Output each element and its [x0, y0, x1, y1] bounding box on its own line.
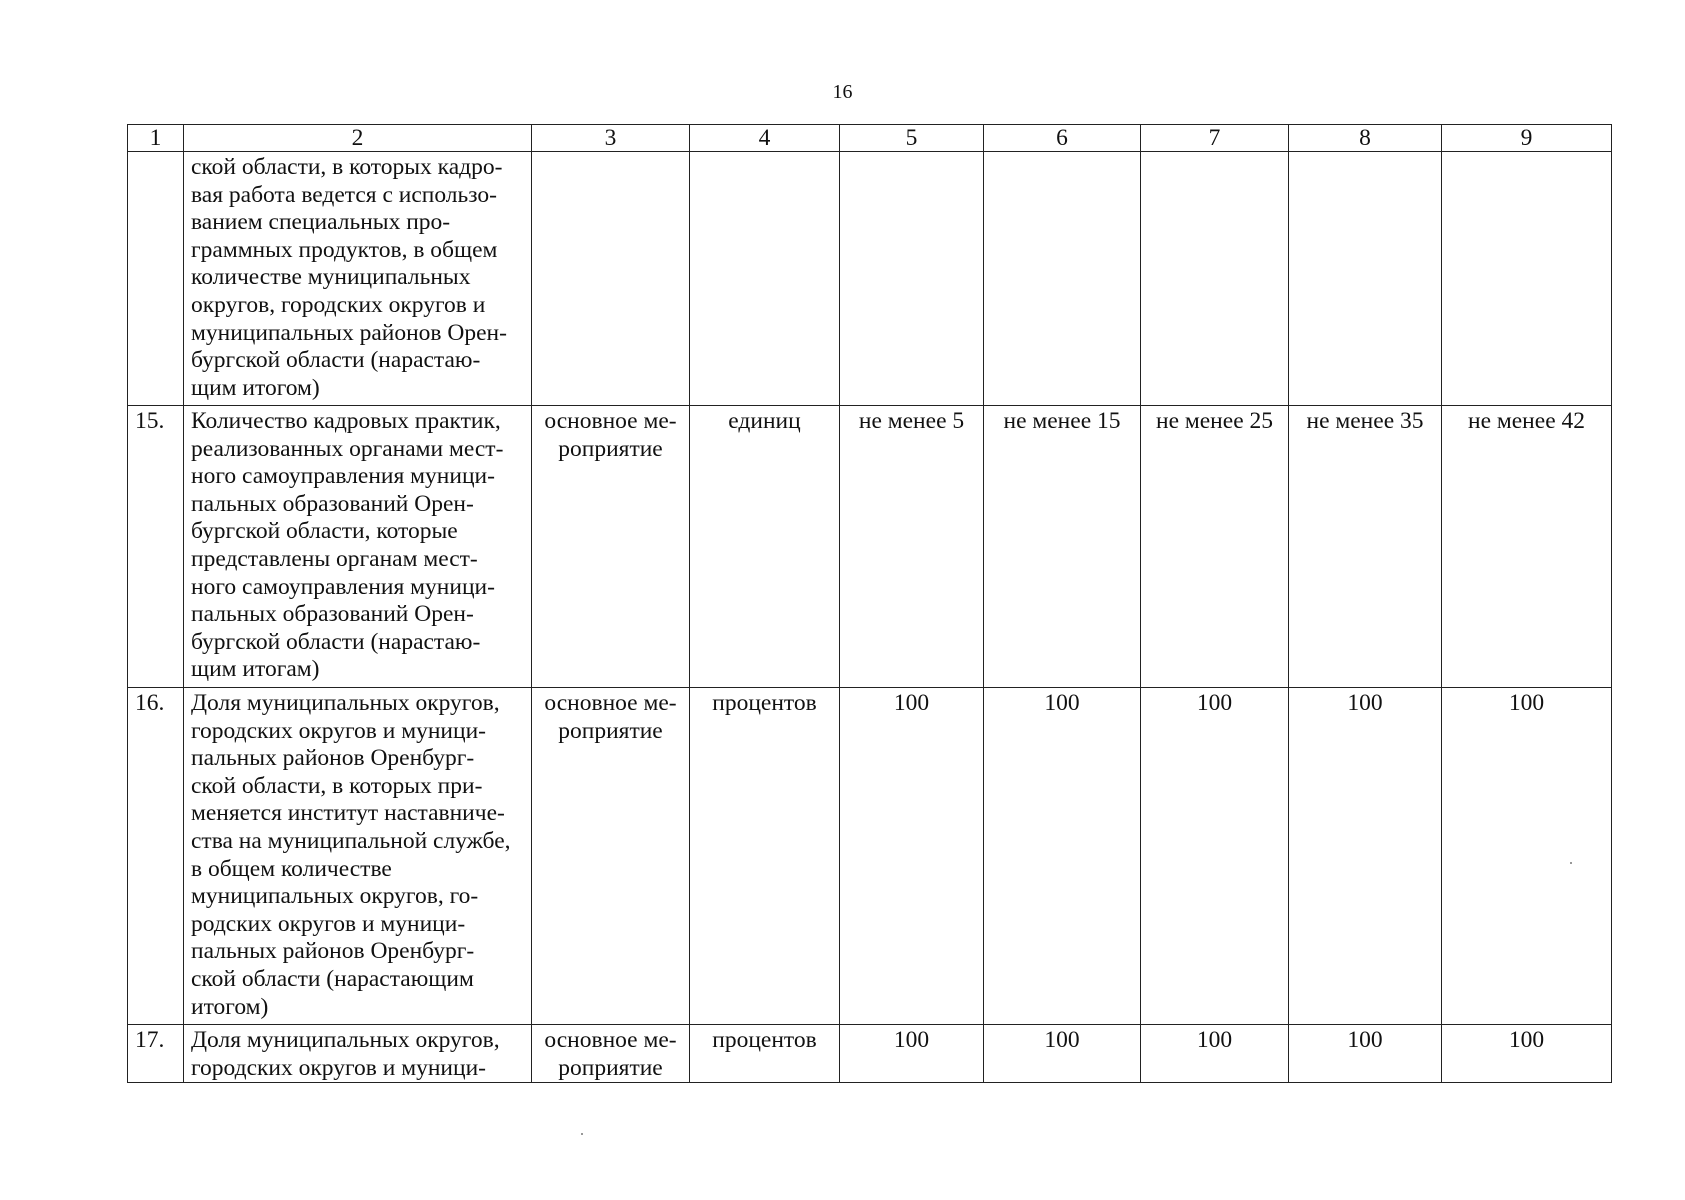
- unit-of-measure: [690, 152, 840, 406]
- value-col-9: 100: [1442, 1025, 1612, 1083]
- value-col-9: 100: [1442, 688, 1612, 1025]
- value-col-6: не менее 15: [984, 406, 1141, 688]
- value-col-8: [1289, 152, 1442, 406]
- value-col-5: 100: [840, 688, 984, 1025]
- indicator-type: [532, 152, 690, 406]
- page-number: 16: [832, 81, 853, 103]
- value-col-8: 100: [1289, 1025, 1442, 1083]
- value-col-5: не менее 5: [840, 406, 984, 688]
- unit-of-measure: процентов: [690, 1025, 840, 1083]
- indicator-description: ской области, в которых кадро- вая работа ведется с использо- ванием специальных про- граммных продуктов, в общем количестве муниципальных округов, городских округов и муниципальных районов Орен- бургской области (нарастаю- щим итогом): [184, 152, 532, 406]
- column-header: 5: [840, 125, 984, 152]
- value-col-8: 100: [1289, 688, 1442, 1025]
- value-col-7: не менее 25: [1141, 406, 1289, 688]
- table-row: [128, 688, 1612, 1025]
- indicators-table: [127, 124, 1612, 1083]
- column-header: 8: [1289, 125, 1442, 152]
- value-col-5: [840, 152, 984, 406]
- column-header: 9: [1442, 125, 1612, 152]
- column-header: 2: [184, 125, 532, 152]
- table-row: [128, 152, 1612, 406]
- value-col-7: 100: [1141, 688, 1289, 1025]
- indicator-type: основное ме- роприятие: [532, 688, 690, 1025]
- unit-of-measure: процентов: [690, 688, 840, 1025]
- column-header: 7: [1141, 125, 1289, 152]
- value-col-9: не менее 42: [1442, 406, 1612, 688]
- scan-speck: [1570, 862, 1572, 864]
- indicator-description: Количество кадровых практик, реализованных органами мест- ного самоуправления муници- пальных образований Орен- бургской области, которые представлены органам мест- ного самоуправления муници- пальных образований Орен- бургской области (нарастаю- щим итогам): [184, 406, 532, 688]
- value-col-5: 100: [840, 1025, 984, 1083]
- column-header: 1: [128, 125, 184, 152]
- column-header: 4: [690, 125, 840, 152]
- table-header-row: [128, 125, 1612, 152]
- value-col-7: 100: [1141, 1025, 1289, 1083]
- value-col-6: 100: [984, 688, 1141, 1025]
- value-col-6: 100: [984, 1025, 1141, 1083]
- row-number: 15.: [128, 406, 184, 688]
- scan-speck: [581, 1133, 583, 1135]
- row-number: 17.: [128, 1025, 184, 1083]
- row-number: 16.: [128, 688, 184, 1025]
- unit-of-measure: единиц: [690, 406, 840, 688]
- column-header: 6: [984, 125, 1141, 152]
- indicator-description: Доля муниципальных округов, городских округов и муници-: [184, 1025, 532, 1083]
- table-row: [128, 406, 1612, 688]
- value-col-8: не менее 35: [1289, 406, 1442, 688]
- indicator-type: основное ме- роприятие: [532, 1025, 690, 1083]
- value-col-9: [1442, 152, 1612, 406]
- column-header: 3: [532, 125, 690, 152]
- value-col-7: [1141, 152, 1289, 406]
- indicator-description: Доля муниципальных округов, городских округов и муници- пальных районов Оренбург- ской области, в которых при- меняется институт наставниче- ства на муниципальной службе, в общем количестве муниципальных округов, го- родских округов и муници- пальных районов Оренбург- ской области (нарастающим итогом): [184, 688, 532, 1025]
- table-row: [128, 1025, 1612, 1083]
- indicator-type: основное ме- роприятие: [532, 406, 690, 688]
- value-col-6: [984, 152, 1141, 406]
- row-number: [128, 152, 184, 406]
